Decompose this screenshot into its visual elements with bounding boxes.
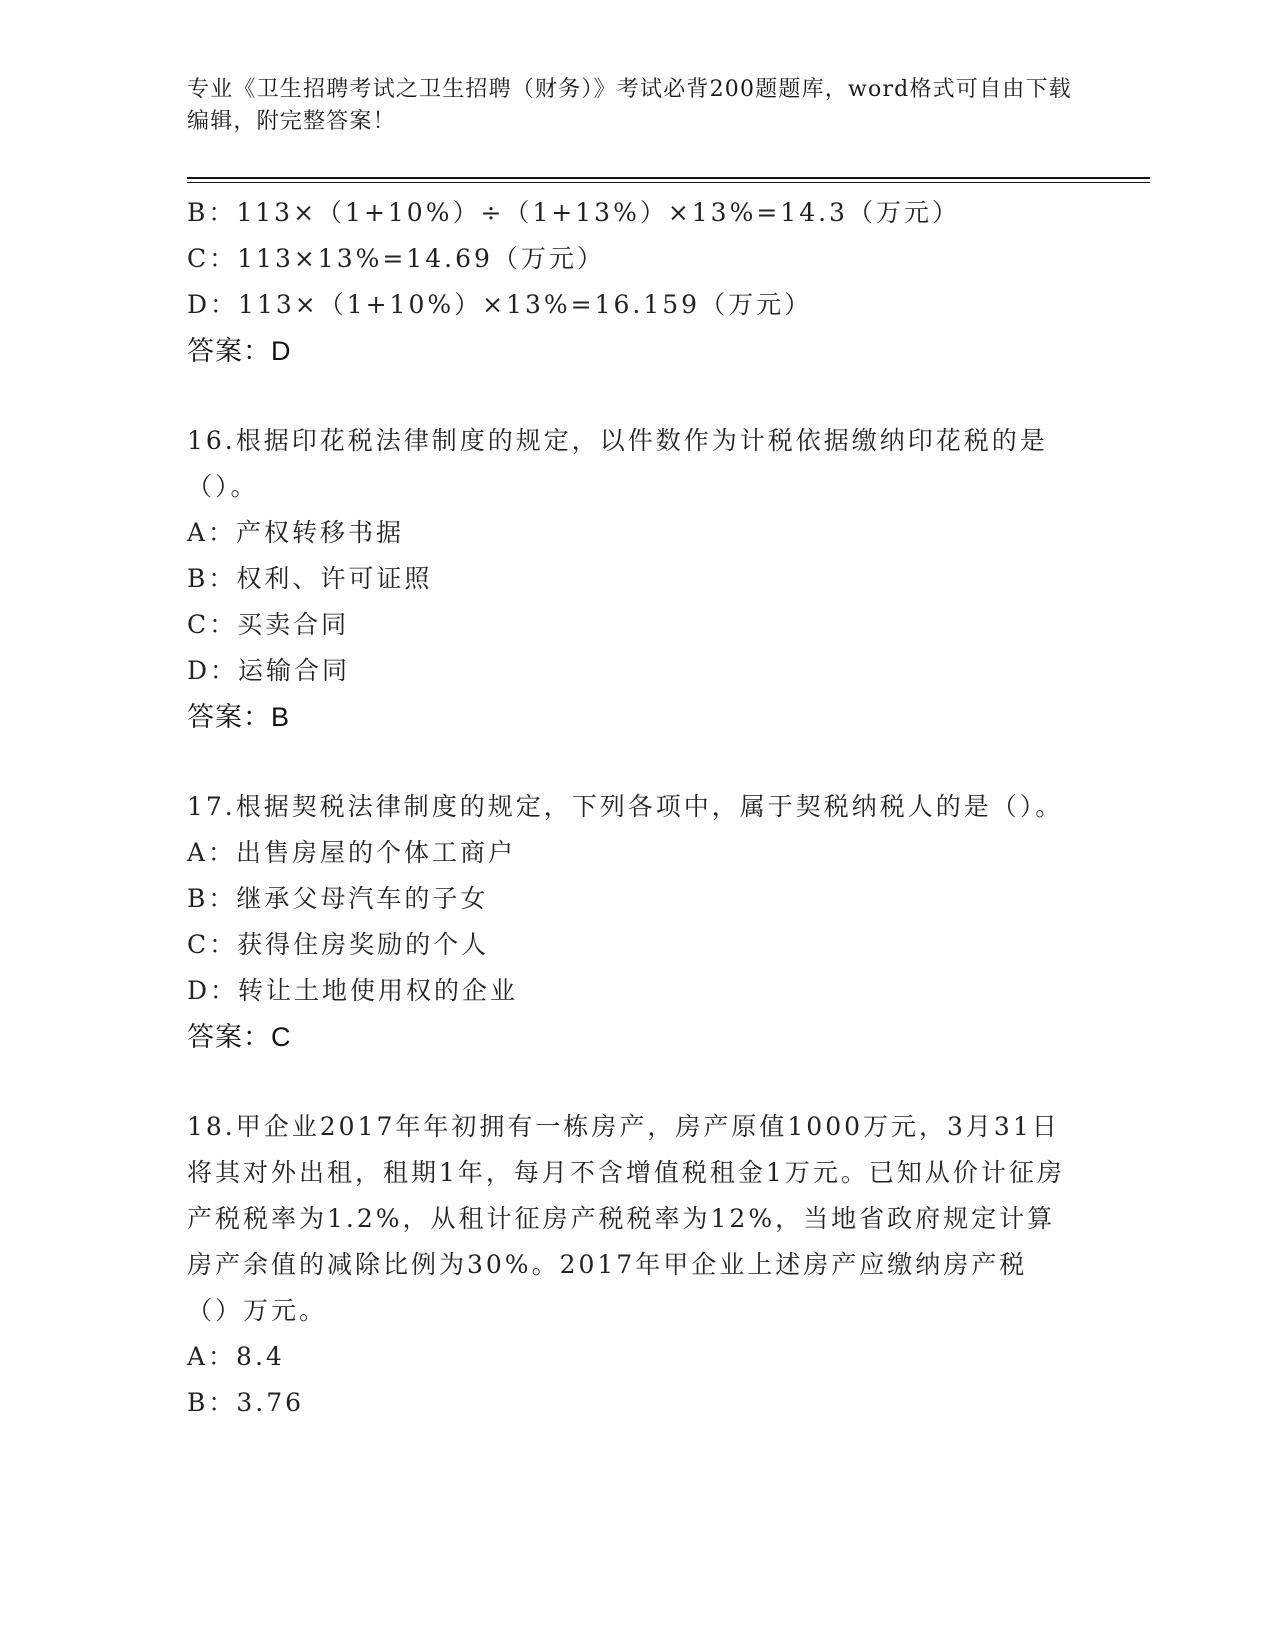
q16-option-b: B：权利、许可证照 bbox=[187, 564, 433, 593]
q15-answer: 答案：D bbox=[187, 336, 292, 366]
header-divider-thick bbox=[187, 177, 1150, 179]
q17-option-d: D：转让土地使用权的企业 bbox=[187, 976, 519, 1005]
q16-question: 16.根据印花税法律制度的规定，以件数作为计税依据缴纳印花税的是（）。 bbox=[187, 426, 1048, 501]
q17-option-b: B：继承父母汽车的子女 bbox=[187, 884, 489, 913]
q18-option-a: A：8.4 bbox=[187, 1342, 285, 1371]
q18-option-b: B：3.76 bbox=[187, 1388, 305, 1417]
q17-option-c: C：获得住房奖励的个人 bbox=[187, 930, 490, 959]
q16-option-d: D：运输合同 bbox=[187, 656, 351, 685]
q15-option-d: D：113×（1+10%）×13%=16.159（万元） bbox=[187, 290, 813, 319]
q15-option-c: C：113×13%=14.69（万元） bbox=[187, 244, 605, 273]
q15-option-b: B：113×（1+10%）÷（1+13%）×13%=14.3（万元） bbox=[187, 198, 960, 227]
spacer bbox=[187, 374, 1087, 418]
document-header: 专业《卫生招聘考试之卫生招聘（财务）》考试必背200题题库，word格式可自由下载编辑，附完整答案！ bbox=[187, 77, 1072, 134]
q18-question: 18.甲企业2017年年初拥有一栋房产，房产原值1000万元，3月31日将其对外出租，租期1年，每月不含增值税租金1万元。已知从价计征房产税税率为1.2%，从租计征房产税税率为12%，当地省政府规定计算房产余值的减除比例为30%。2017年甲企业上述房产应缴纳房产税（）万元。 bbox=[187, 1112, 1065, 1325]
header-divider-thin bbox=[187, 182, 1150, 183]
q16-answer: 答案：B bbox=[187, 702, 291, 732]
spacer bbox=[187, 740, 1087, 784]
q16-option-c: C：买卖合同 bbox=[187, 610, 350, 639]
document-body bbox=[187, 190, 1087, 1426]
q17-answer: 答案：C bbox=[187, 1022, 292, 1052]
spacer bbox=[187, 1060, 1087, 1104]
q16-option-a: A：产权转移书据 bbox=[187, 518, 405, 547]
q17-option-a: A：出售房屋的个体工商户 bbox=[187, 838, 517, 867]
q17-question: 17.根据契税法律制度的规定，下列各项中，属于契税纳税人的是（）。 bbox=[187, 792, 1064, 821]
